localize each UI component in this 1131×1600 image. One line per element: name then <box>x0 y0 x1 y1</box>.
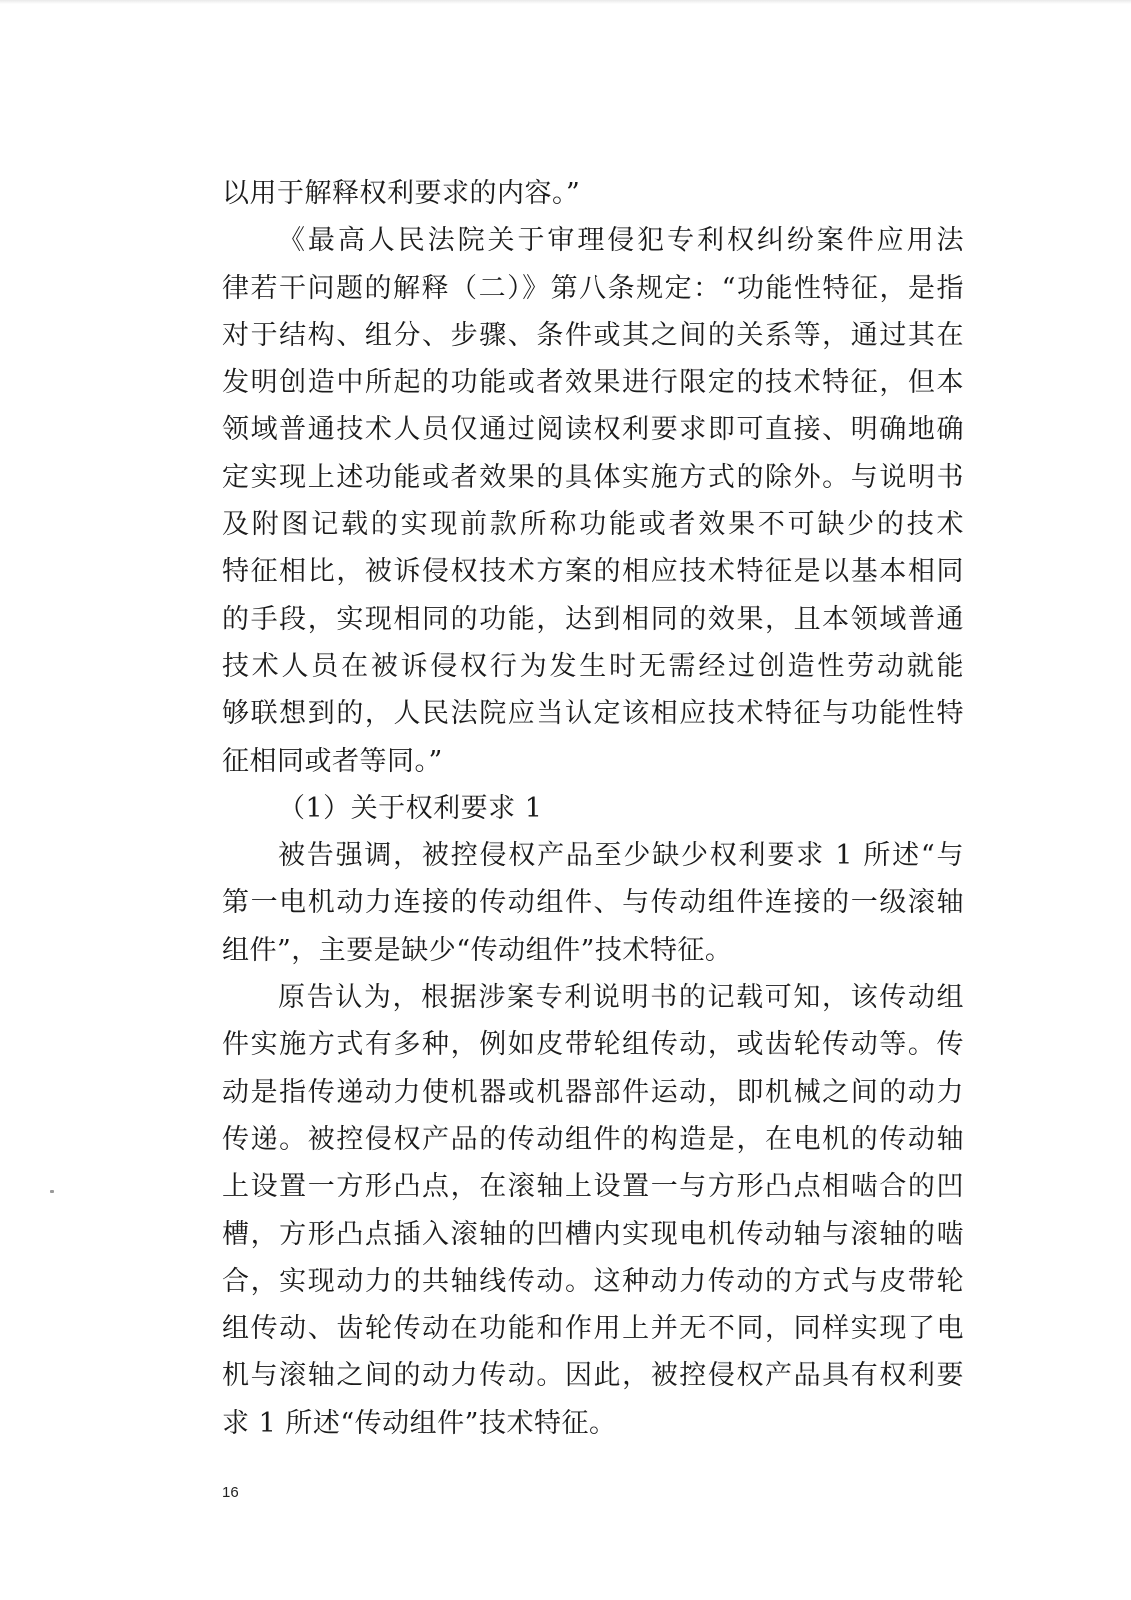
text-line: 以用于解释权利要求的内容。” <box>222 178 581 209</box>
body-text <box>222 170 964 1447</box>
text-line: 传递。被控侵权产品的传动组件的构造是，在电机的传动轴 <box>222 1123 964 1155</box>
text-line: 求 1 所述“传动组件”技术特征。 <box>222 1407 617 1439</box>
text-line: 组传动、齿轮传动在功能和作用上并无不同，同样实现了电 <box>222 1313 964 1345</box>
text-line: （1）关于权利要求 1 <box>278 792 543 824</box>
paragraph-p2 <box>222 217 964 785</box>
text-line: 定实现上述功能或者效果的具体实施方式的除外。与说明书 <box>222 461 964 493</box>
page-number: 16 <box>222 1484 239 1501</box>
paragraph-p3 <box>222 785 964 832</box>
paragraph-p1 <box>222 170 964 217</box>
text-line: 特征相比，被诉侵权技术方案的相应技术特征是以基本相同 <box>222 556 964 588</box>
text-line: 机与滚轴之间的动力传动。因此，被控侵权产品具有权利要 <box>222 1360 964 1392</box>
text-line: 征相同或者等同。” <box>222 745 443 777</box>
text-line: 《最高人民法院关于审理侵犯专利权纠纷案件应用法 <box>278 225 964 257</box>
text-line: 组件”，主要是缺少“传动组件”技术特征。 <box>222 934 733 966</box>
text-line: 被告强调，被控侵权产品至少缺少权利要求 1 所述“与 <box>278 840 964 872</box>
text-line: 件实施方式有多种，例如皮带轮组传动，或齿轮传动等。传 <box>222 1029 964 1061</box>
text-line: 发明创造中所起的功能或者效果进行限定的技术特征，但本 <box>222 367 964 399</box>
paragraph-p4 <box>222 832 964 974</box>
text-line: 第一电机动力连接的传动组件、与传动组件连接的一级滚轴 <box>222 887 964 919</box>
text-line: 原告认为，根据涉案专利说明书的记载可知，该传动组 <box>278 982 964 1014</box>
text-line: 动是指传递动力使机器或机器部件运动，即机械之间的动力 <box>222 1076 964 1108</box>
text-line: 技术人员在被诉侵权行为发生时无需经过创造性劳动就能 <box>222 650 964 682</box>
text-line: 够联想到的，人民法院应当认定该相应技术特征与功能性特 <box>222 698 964 730</box>
scan-top-edge <box>0 0 1131 4</box>
text-line: 上设置一方形凸点，在滚轴上设置一与方形凸点相啮合的凹 <box>222 1171 964 1203</box>
scan-speck <box>50 1190 54 1193</box>
text-line: 律若干问题的解释（二）》第八条规定：“功能性特征，是指 <box>222 272 964 304</box>
text-line: 及附图记载的实现前款所称功能或者效果不可缺少的技术 <box>222 509 964 541</box>
paragraph-p5 <box>222 974 964 1447</box>
text-line: 领域普通技术人员仅通过阅读权利要求即可直接、明确地确 <box>222 414 964 446</box>
text-line: 槽，方形凸点插入滚轴的凹槽内实现电机传动轴与滚轴的啮 <box>222 1218 964 1250</box>
text-line: 的手段，实现相同的功能，达到相同的效果，且本领域普通 <box>222 603 964 635</box>
text-line: 对于结构、组分、步骤、条件或其之间的关系等，通过其在 <box>222 319 964 351</box>
text-line: 合，实现动力的共轴线传动。这种动力传动的方式与皮带轮 <box>222 1265 964 1297</box>
